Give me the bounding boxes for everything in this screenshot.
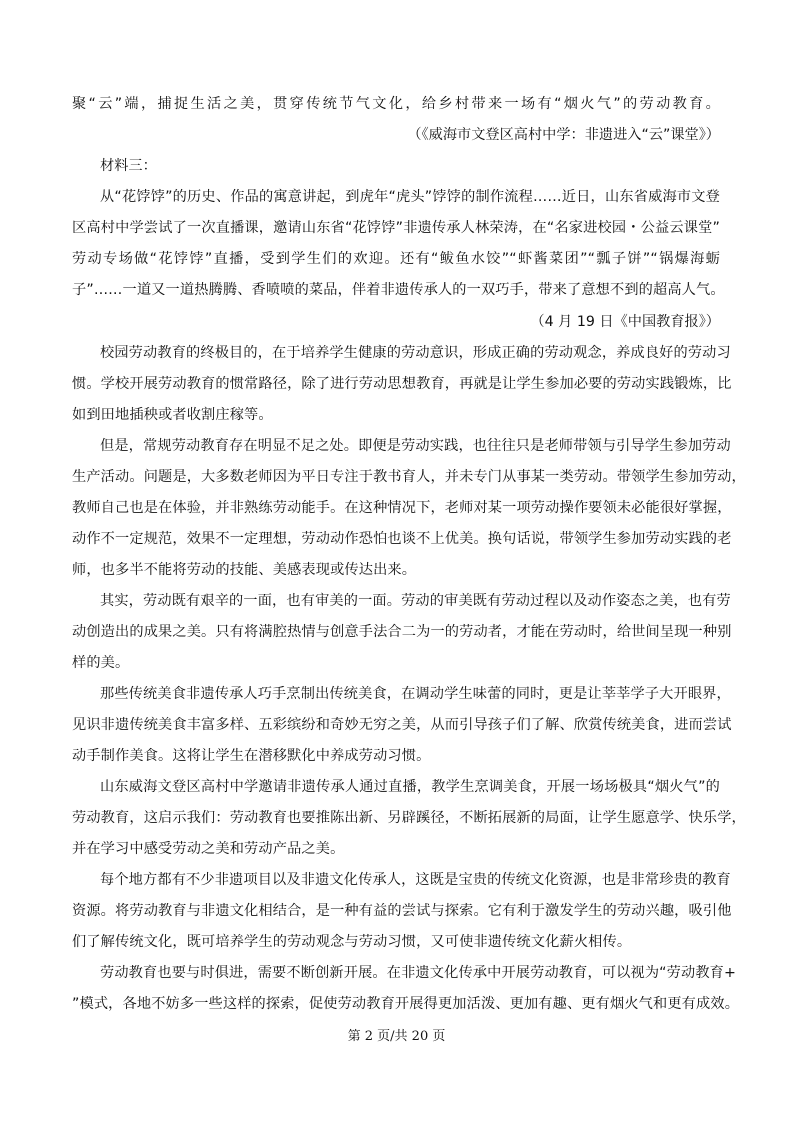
source-citation-1: （《威海市文登区高村中学：非遗进入“云”课堂》） [407, 127, 720, 143]
paragraph-line: 劳动教育，这启示我们：劳动教育也要推陈出新、另辟蹊径，不断拓展新的局面，让学生愿意学、快乐学， [72, 810, 746, 826]
paragraph-line: 惯。学校开展劳动教育的惯常路径，除了进行劳动思想教育，再就是让学生参加必要的劳动实践锻炼，比 [72, 376, 732, 392]
paragraph-line: 样的美。 [72, 655, 130, 671]
paragraph-line: ”模式，各地不妨多一些这样的探索，促使劳动教育开展得更加活泼、更加有趣、更有烟火气和更有成效。 [72, 996, 740, 1012]
paragraph-line: 师，也多半不能将劳动的技能、美感表现或传达出来。 [72, 562, 417, 578]
paragraph-line: 那些传统美食非遗传承人巧手烹制出传统美食，在调动学生味蕾的同时，更是让莘莘学子大开眼界， [100, 686, 731, 702]
paragraph-line: 动手制作美食。这将让学生在潜移默化中养成劳动习惯。 [72, 748, 431, 764]
material3-line: 子”……一道又一道热腾腾、香喷喷的菜品，伴着非遗传承人的一双巧手，带来了意想不到的超高人气。 [72, 282, 725, 298]
paragraph-line: 如到田地插秧或者收割庄稼等。 [72, 407, 273, 423]
paragraph-line: 生产活动。问题是，大多数老师因为平日专注于教书育人，并未专门从事某一类劳动。带领学生参加劳动， [72, 469, 746, 485]
paragraph-line: 动创造出的成果之美。只有将满腔热情与创意手法合二为一的劳动者，才能在劳动时，给世间呈现一种别 [72, 624, 732, 640]
paragraph-line: 校园劳动教育的终极目的，在于培养学生健康的劳动意识，形成正确的劳动观念，养成良好的劳动习 [100, 345, 731, 361]
paragraph-line: 动作不一定规范，效果不一定理想，劳动动作恐怕也谈不上优美。换句话说，带领学生参加劳动实践的老 [72, 531, 732, 547]
paragraph-line: 每个地方都有不少非遗项目以及非遗文化传承人，这既是宝贵的传统文化资源，也是非常珍贵的教育 [100, 872, 731, 888]
paragraph-line: 教师自己也是在体验，并非熟练劳动能手。在这种情况下，老师对某一项劳动操作要领未必能很好掌握， [72, 500, 732, 516]
paragraph-line: 并在学习中感受劳动之美和劳动产品之美。 [72, 841, 345, 857]
paragraph-line: 山东威海文登区高村中学邀请非遗传承人通过直播，教学生烹调美食，开展一场场极具“烟火气”的 [100, 779, 720, 795]
intro-line: 聚“云”端，捕捉生活之美，贯穿传统节气文化，给乡村带来一场有“烟火气”的劳动教育。 [72, 96, 720, 112]
page-footer: 第 2 页/共 20 页 [347, 1029, 446, 1044]
paragraph-line: 其实，劳动既有艰辛的一面，也有审美的一面。劳动的审美既有劳动过程以及动作姿态之美，也有劳 [100, 593, 731, 609]
paragraph-line: 劳动教育也要与时俱进，需要不断创新开展。在非遗文化传承中开展劳动教育，可以视为“劳动教育+ [100, 965, 737, 981]
material3-heading: 材料三： [100, 158, 157, 174]
paragraph-line: 见识非遗传统美食丰富多样、五彩缤纷和奇妙无穷之美，从而引导孩子们了解、欣赏传统美食，进而尝试 [72, 717, 732, 733]
source-citation-2: （4 月 19 日《中国教育报》） [530, 314, 720, 330]
paragraph-line: 但是，常规劳动教育存在明显不足之处。即便是劳动实践，也往往只是老师带领与引导学生参加劳动 [100, 438, 731, 454]
material3-line: 区高村中学尝试了一次直播课，邀请山东省“花饽饽”非遗传承人林荣涛，在“名家进校园・公益云课堂” [72, 220, 720, 236]
material3-line: 劳动专场做“花饽饽”直播，受到学生们的欢迎。还有“鲅鱼水饺”“虾酱菜团”“瓢子饼”“锅爆海蛎 [72, 251, 720, 267]
paragraph-line: 们了解传统文化，既可培养学生的劳动观念与劳动习惯，又可使非遗传统文化薪火相传。 [72, 934, 632, 950]
material3-line: 从“花饽饽”的历史、作品的寓意讲起，到虎年“虎头”饽饽的制作流程……近日，山东省威海市文登 [100, 189, 720, 205]
paragraph-line: 资源。将劳动教育与非遗文化相结合，是一种有益的尝试与探索。它有利于激发学生的劳动兴趣，吸引他 [72, 903, 732, 919]
